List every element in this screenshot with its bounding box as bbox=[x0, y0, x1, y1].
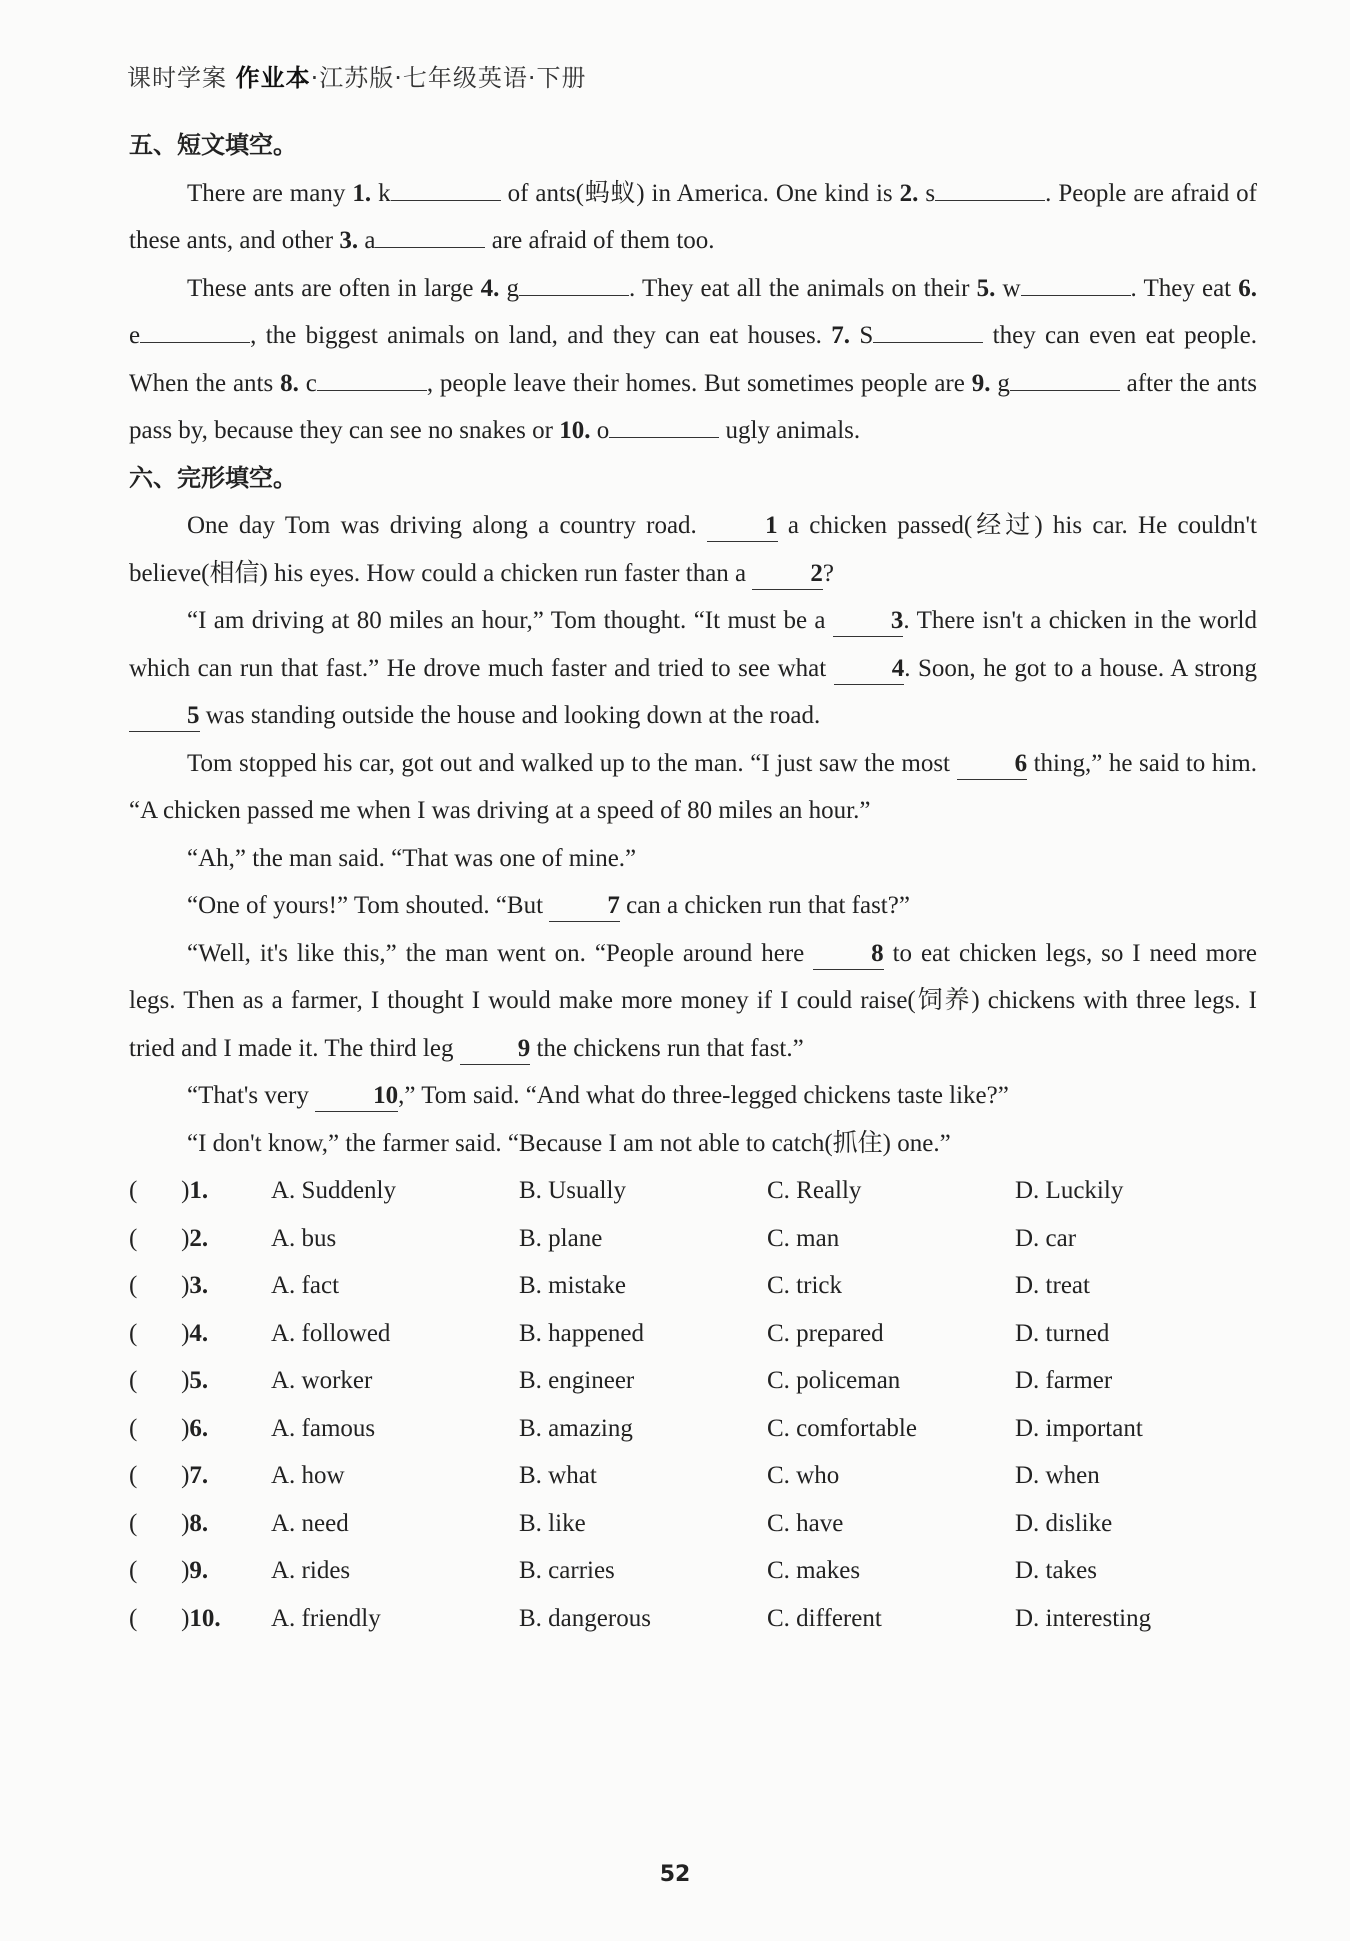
option-c[interactable]: C. prepared bbox=[767, 1319, 884, 1347]
section-5-title: 五、短文填空。 bbox=[129, 131, 297, 159]
book-header bbox=[127, 58, 587, 93]
cloze-blank[interactable]: 3 bbox=[833, 606, 904, 637]
section-6-title: 六、完形填空。 bbox=[129, 463, 297, 492]
option-c[interactable]: C. man bbox=[767, 1224, 840, 1252]
option-row bbox=[129, 1357, 1257, 1405]
option-a[interactable]: A. famous bbox=[271, 1414, 376, 1442]
answer-bracket[interactable]: ( )7. bbox=[129, 1462, 209, 1489]
option-a[interactable]: A. Suddenly bbox=[271, 1177, 396, 1204]
answer-bracket[interactable]: ( )6. bbox=[129, 1414, 209, 1442]
option-row bbox=[129, 1167, 1257, 1215]
option-d[interactable]: D. car bbox=[1015, 1224, 1077, 1252]
option-d[interactable]: D. turned bbox=[1015, 1319, 1110, 1347]
cloze-paragraph: “One of yours!” Tom shouted. “But 7 can a chicken run that fast?” bbox=[129, 882, 1257, 930]
cloze-blank[interactable]: 10 bbox=[315, 1081, 398, 1112]
option-d[interactable]: D. treat bbox=[1015, 1272, 1090, 1299]
option-row bbox=[129, 1405, 1257, 1453]
cloze-paragraph: Tom stopped his car, got out and walked up to the man. “I just saw the most 6 thing,” he said to him. “A chicken passed me when I was driving at a speed of 80 miles an hour.” bbox=[129, 749, 1257, 824]
section-5-paragraph-2: These ants are often in large 4. g . They eat all the animals on their 5. w . They eat 6. e , the biggest animals on land, and they can eat houses. 7. S they can even eat people. When the ants 8. c , people leave their homes. But sometimes people are 9. g after the ants pass by, because they can see no snakes or 10. o ugly animals. bbox=[129, 265, 1257, 455]
cloze-blank[interactable]: 4 bbox=[834, 654, 905, 685]
cloze-blank[interactable]: 9 bbox=[460, 1034, 531, 1065]
option-d[interactable]: D. when bbox=[1015, 1462, 1100, 1489]
cloze-blank[interactable]: 2 bbox=[752, 559, 823, 590]
cloze-options bbox=[129, 1167, 1257, 1642]
answer-bracket[interactable]: ( )9. bbox=[129, 1557, 209, 1584]
option-b[interactable]: B. engineer bbox=[519, 1367, 635, 1394]
option-c[interactable]: C. Really bbox=[767, 1177, 862, 1204]
option-a[interactable]: A. fact bbox=[271, 1272, 340, 1299]
option-row bbox=[129, 1452, 1257, 1500]
option-a[interactable]: A. followed bbox=[271, 1319, 391, 1347]
answer-blank[interactable] bbox=[609, 411, 719, 438]
cloze-blank[interactable]: 8 bbox=[813, 939, 884, 970]
answer-bracket[interactable]: ( )10. bbox=[129, 1604, 221, 1632]
option-c[interactable]: C. trick bbox=[767, 1272, 842, 1299]
option-a[interactable]: A. rides bbox=[271, 1557, 351, 1584]
page-number: 52 bbox=[659, 1862, 691, 1887]
cloze-blank[interactable]: 7 bbox=[549, 891, 620, 922]
cloze-blank[interactable]: 1 bbox=[707, 511, 778, 542]
option-row bbox=[129, 1595, 1257, 1643]
page-content bbox=[129, 122, 1257, 1642]
answer-bracket[interactable]: ( )4. bbox=[129, 1319, 209, 1347]
option-b[interactable]: B. dangerous bbox=[519, 1604, 651, 1632]
cloze-paragraph: One day Tom was driving along a country road. 1 a chicken passed(经过) his car. He couldn't believe(相信) his eyes. How could a chicken run faster than a 2? bbox=[129, 502, 1257, 597]
cloze-paragraph: “Well, it's like this,” the man went on. “People around here 8 to eat chicken legs, so I need more legs. Then as a farmer, I thought I would make more money if I could raise(饲养) chickens with three legs. I tried and I made it. The third leg 9 the chickens run that fast.” bbox=[129, 930, 1257, 1073]
option-a[interactable]: A. friendly bbox=[271, 1604, 381, 1632]
option-a[interactable]: A. how bbox=[271, 1462, 345, 1489]
option-b[interactable]: B. amazing bbox=[519, 1414, 633, 1442]
answer-blank[interactable] bbox=[375, 221, 485, 248]
option-d[interactable]: D. dislike bbox=[1015, 1509, 1113, 1537]
edition-info: ·江苏版·七年级英语·下册 bbox=[310, 64, 587, 92]
option-d[interactable]: D. important bbox=[1015, 1414, 1143, 1442]
section-5-paragraph-1: There are many 1. k of ants(蚂蚁) in America. One kind is 2. s . People are afraid of these ants, and other 3. a are afraid of them too. bbox=[129, 170, 1257, 265]
series-name: 课时学案 bbox=[127, 64, 227, 92]
cloze-paragraph: “Ah,” the man said. “That was one of mine.” bbox=[187, 844, 637, 872]
option-d[interactable]: D. farmer bbox=[1015, 1367, 1113, 1394]
answer-blank[interactable] bbox=[317, 364, 427, 391]
answer-blank[interactable] bbox=[519, 269, 629, 296]
cloze-blank[interactable]: 6 bbox=[957, 749, 1028, 780]
answer-blank[interactable] bbox=[935, 174, 1045, 201]
option-b[interactable]: B. plane bbox=[519, 1224, 603, 1252]
option-b[interactable]: B. like bbox=[519, 1509, 586, 1537]
option-row bbox=[129, 1215, 1257, 1263]
option-a[interactable]: A. worker bbox=[271, 1367, 373, 1394]
option-c[interactable]: C. policeman bbox=[767, 1367, 901, 1394]
cloze-blank[interactable]: 5 bbox=[129, 701, 200, 732]
answer-blank[interactable] bbox=[1010, 364, 1120, 391]
option-b[interactable]: B. what bbox=[519, 1462, 597, 1489]
answer-bracket[interactable]: ( )8. bbox=[129, 1509, 209, 1537]
option-a[interactable]: A. bus bbox=[271, 1224, 337, 1252]
option-d[interactable]: D. interesting bbox=[1015, 1604, 1152, 1632]
option-c[interactable]: C. makes bbox=[767, 1557, 861, 1584]
cloze-paragraph: “That's very 10,” Tom said. “And what do three-legged chickens taste like?” bbox=[129, 1072, 1257, 1120]
option-c[interactable]: C. who bbox=[767, 1462, 840, 1489]
option-c[interactable]: C. have bbox=[767, 1509, 844, 1537]
answer-blank[interactable] bbox=[391, 174, 501, 201]
answer-blank[interactable] bbox=[873, 316, 983, 343]
cloze-paragraph: “I am driving at 80 miles an hour,” Tom thought. “It must be a 3. There isn't a chicken in the world which can run that fast.” He drove much faster and tried to see what 4. Soon, he got to a house. A strong 5 was standing outside the house and looking down at the road. bbox=[129, 597, 1257, 740]
option-row bbox=[129, 1310, 1257, 1358]
answer-blank[interactable] bbox=[140, 316, 250, 343]
option-c[interactable]: C. comfortable bbox=[767, 1414, 917, 1442]
cloze-paragraph: “I don't know,” the farmer said. “Because I am not able to catch(抓住) one.” bbox=[187, 1129, 951, 1157]
answer-blank[interactable] bbox=[1021, 269, 1131, 296]
option-b[interactable]: B. mistake bbox=[519, 1272, 626, 1299]
option-d[interactable]: D. Luckily bbox=[1015, 1177, 1124, 1204]
option-a[interactable]: A. need bbox=[271, 1509, 349, 1537]
option-b[interactable]: B. happened bbox=[519, 1319, 644, 1347]
option-row bbox=[129, 1262, 1257, 1310]
answer-bracket[interactable]: ( )3. bbox=[129, 1272, 209, 1299]
option-d[interactable]: D. takes bbox=[1015, 1557, 1097, 1584]
option-row bbox=[129, 1500, 1257, 1548]
answer-bracket[interactable]: ( )5. bbox=[129, 1367, 209, 1394]
option-row bbox=[129, 1547, 1257, 1595]
book-name: 作业本 bbox=[235, 64, 311, 92]
answer-bracket[interactable]: ( )2. bbox=[129, 1224, 209, 1252]
option-c[interactable]: C. different bbox=[767, 1604, 882, 1632]
option-b[interactable]: B. carries bbox=[519, 1557, 615, 1584]
answer-bracket[interactable]: ( )1. bbox=[129, 1177, 209, 1204]
option-b[interactable]: B. Usually bbox=[519, 1177, 626, 1204]
